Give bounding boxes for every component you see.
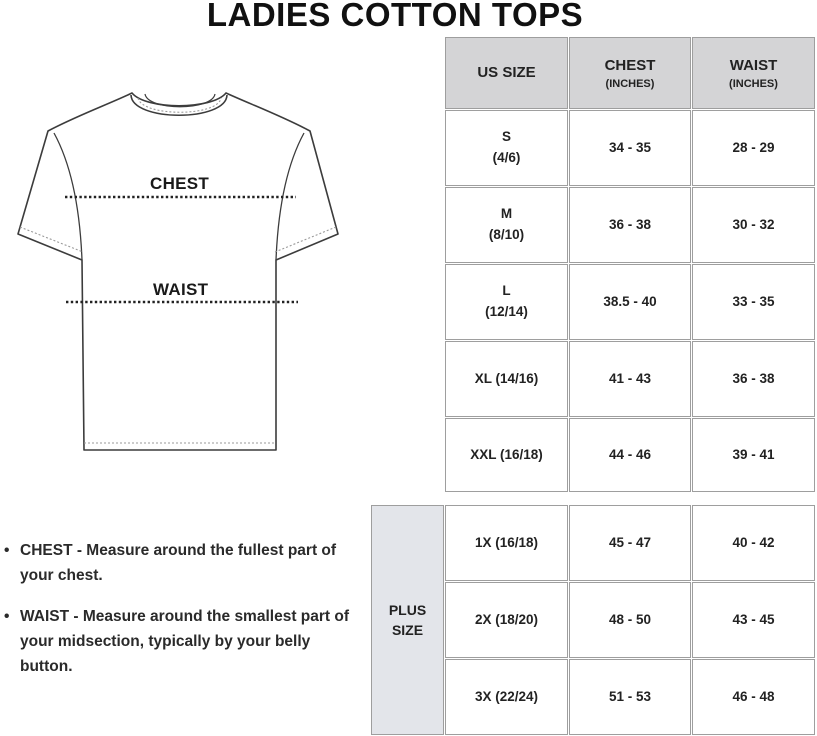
note-waist-text: WAIST - Measure around the smallest part of your midsection, typically by your belly button. [20, 608, 350, 675]
size-label: L [502, 283, 511, 299]
chest-cell-3x: 51 - 53 [569, 659, 691, 735]
collar-inner [145, 94, 215, 107]
chest-cell-m: 36 - 38 [569, 187, 691, 263]
waist-label: WAIST [153, 280, 209, 299]
tshirt-diagram [14, 86, 344, 456]
header-chest [569, 37, 691, 109]
waist-cell-2x: 43 - 45 [692, 582, 815, 658]
header-us-size-label: US SIZE [477, 64, 536, 82]
size-cell-xxl: XXL (16/18) [445, 418, 568, 492]
waist-cell-xl: 36 - 38 [692, 341, 815, 417]
plus-size-label [371, 505, 444, 735]
waist-cell-s: 28 - 29 [692, 110, 815, 186]
header-chest-unit: (INCHES) [605, 78, 655, 91]
right-sleeve-seam [276, 133, 304, 260]
size-label: S [501, 129, 511, 145]
size-label: M [500, 206, 513, 222]
chest-cell-l: 38.5 - 40 [569, 264, 691, 340]
chest-cell-xxl: 44 - 46 [569, 418, 691, 492]
chest-cell-xl: 41 - 43 [569, 341, 691, 417]
waist-cell-m: 30 - 32 [692, 187, 815, 263]
chest-cell-s: 34 - 35 [569, 110, 691, 186]
chest-cell-2x: 48 - 50 [569, 582, 691, 658]
chest-label: CHEST [150, 174, 210, 193]
chest-cell-1x: 45 - 47 [569, 505, 691, 581]
waist-cell-xxl: 39 - 41 [692, 418, 815, 492]
tshirt-outline [18, 93, 338, 450]
waist-cell-1x: 40 - 42 [692, 505, 815, 581]
size-cell-2x: 2X (18/20) [445, 582, 568, 658]
plus-label-line2: SIZE [391, 622, 424, 638]
header-chest-label: CHEST [604, 57, 656, 75]
bullet-icon: • [4, 608, 10, 625]
size-sub-label: (4/6) [492, 150, 521, 165]
measurement-notes [4, 538, 364, 695]
note-waist [4, 604, 364, 679]
size-cell-s [445, 110, 568, 186]
bullet-icon: • [4, 542, 10, 559]
header-waist-unit: (INCHES) [729, 78, 778, 91]
header-waist [692, 37, 815, 109]
size-sub-label: (8/10) [488, 227, 525, 242]
waist-cell-l: 33 - 35 [692, 264, 815, 340]
left-sleeve-seam [54, 133, 82, 260]
page-title: LADIES COTTON TOPS [206, 0, 584, 33]
note-chest [4, 538, 364, 588]
plus-label-line1: PLUS [388, 601, 427, 618]
waist-cell-3x: 46 - 48 [692, 659, 815, 735]
size-cell-l [445, 264, 568, 340]
size-cell-m [445, 187, 568, 263]
note-chest-text: CHEST - Measure around the fullest part of your chest. [20, 542, 337, 584]
size-cell-3x: 3X (22/24) [445, 659, 568, 735]
size-cell-xl: XL (14/16) [445, 341, 568, 417]
size-cell-1x: 1X (16/18) [445, 505, 568, 581]
size-sub-label: (12/14) [485, 304, 528, 319]
header-us-size [445, 37, 568, 109]
header-waist-label: WAIST [729, 57, 778, 75]
